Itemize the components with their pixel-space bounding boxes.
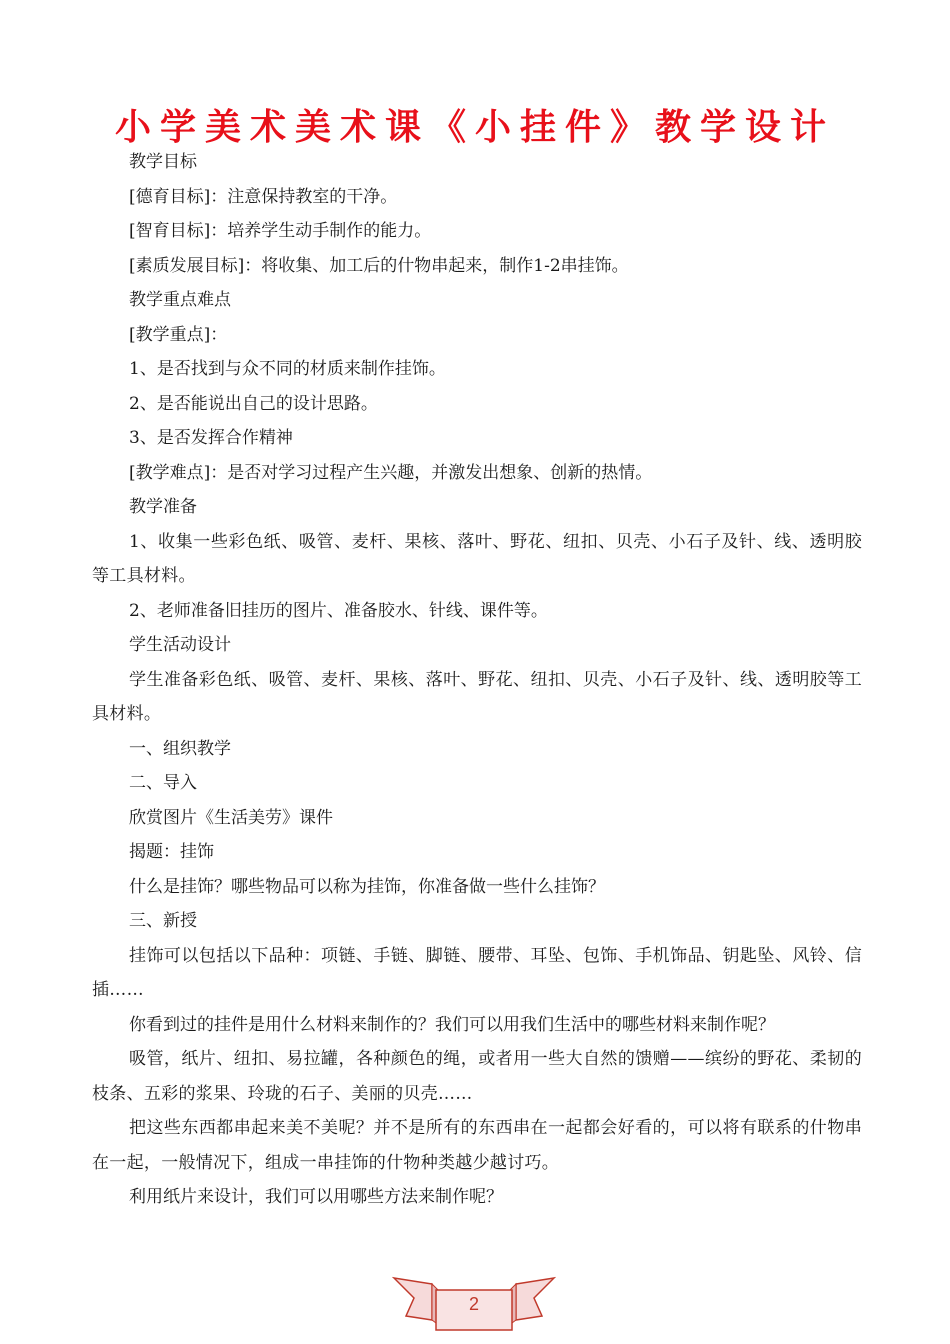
document-body — [92, 145, 862, 1215]
paragraph: 你看到过的挂件是用什么材料来制作的？我们可以用我们生活中的哪些材料来制作呢？ — [129, 1014, 775, 1035]
page-number-ribbon — [392, 1270, 556, 1336]
paragraph: 学生活动设计 — [129, 635, 231, 655]
paragraph: 揭题：挂饰 — [129, 842, 214, 862]
paragraph: 二、导入 — [129, 773, 197, 793]
paragraph: 把这些东西都串起来美不美呢？并不是所有的东西串在一起都会好看的，可以将有联系的什物串在一起，一般情况下，组成一串挂饰的什物种类越少越讨巧。 — [92, 1118, 862, 1173]
paragraph: [德育目标]：注意保持教室的干净。 — [129, 186, 398, 207]
paragraph: 三、新授 — [129, 911, 197, 931]
page-number: 2 — [468, 1294, 479, 1314]
paragraph: [教学难点]：是否对学习过程产生兴趣，并激发出想象、创新的热情。 — [129, 462, 653, 483]
paragraph: 2、老师准备旧挂历的图片、准备胶水、针线、课件等。 — [129, 600, 548, 621]
paragraph: [教学重点]： — [129, 324, 228, 345]
paragraph: 1、是否找到与众不同的材质来制作挂饰。 — [129, 359, 446, 379]
paragraph: 教学目标 — [129, 152, 197, 172]
paragraph: 挂饰可以包括以下品种：项链、手链、脚链、腰带、耳坠、包饰、手机饰品、钥匙坠、风铃、信插…… — [92, 945, 862, 1000]
paragraph: [智育目标]：培养学生动手制作的能力。 — [129, 221, 432, 241]
paragraph: 欣赏图片《生活美劳》课件 — [129, 807, 333, 828]
paragraph: 2、是否能说出自己的设计思路。 — [129, 393, 378, 414]
paragraph: 利用纸片来设计，我们可以用哪些方法来制作呢？ — [129, 1187, 503, 1207]
paragraph: 1、收集一些彩色纸、吸管、麦杆、果核、落叶、野花、纽扣、贝壳、小石子及针、线、透明胶等工具材料。 — [92, 531, 862, 586]
paragraph: 教学准备 — [129, 497, 197, 517]
paragraph: 一、组织教学 — [129, 738, 231, 759]
document-title: 小学美术美术课《小挂件》教学设计 — [114, 107, 835, 148]
paragraph: [素质发展目标]：将收集、加工后的什物串起来，制作1-2串挂饰。 — [129, 255, 629, 276]
paragraph: 3、是否发挥合作精神 — [129, 428, 293, 448]
paragraph: 学生准备彩色纸、吸管、麦杆、果核、落叶、野花、纽扣、贝壳、小石子及针、线、透明胶等工具材料。 — [92, 669, 862, 724]
paragraph: 什么是挂饰？哪些物品可以称为挂饰，你准备做一些什么挂饰？ — [129, 876, 605, 897]
paragraph: 教学重点难点 — [129, 290, 231, 310]
paragraph: 吸管，纸片、纽扣、易拉罐，各种颜色的绳，或者用一些大自然的馈赠——缤纷的野花、柔韧的枝条、五彩的浆果、玲珑的石子、美丽的贝壳…… — [92, 1049, 862, 1104]
